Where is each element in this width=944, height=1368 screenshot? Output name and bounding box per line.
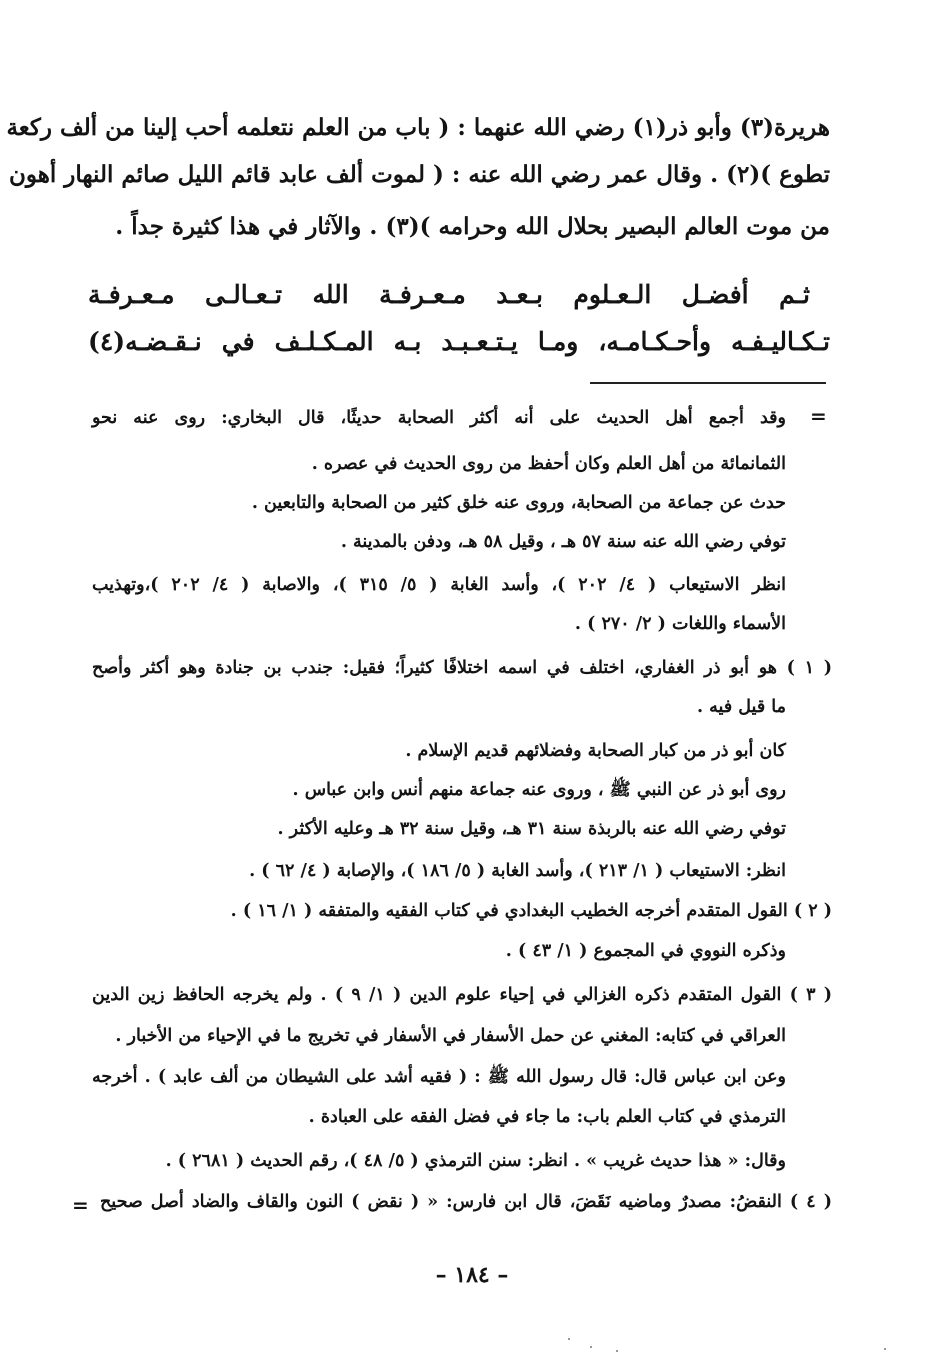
footnote-line: ( ٣ ) القول المتقدم ذكره الغزالي في إحياء علوم الدين ( ١/ ٩ ) . ولم يخرجه الحافظ زين الدين	[92, 985, 832, 1005]
footnote-line: العراقي في كتابه: المغني عن حمل الأسفار في الأسفار في تخريج ما في الإحياء من الأخبار .	[115, 1026, 786, 1046]
main-text-line-2: تطوع )(٢) . وقال عمر رضي الله عنه : ( لموت ألف عابد قائم الليل صائم النهار أهون	[9, 161, 830, 188]
heading-line-1: ثـم أفضـل الـعـلوم بـعـد مـعـرفـة الله تـعـالـى مـعـرفـة	[88, 280, 810, 309]
main-text-line-3: من موت العالم البصير بحلال الله وحرامه )(٣) . والآثار في هذا كثيرة جداً .	[115, 213, 830, 240]
footnote-line: ( ٤ ) النقضُ: مصدرٌ وماضيه نَقَضَ، قال ابن فارس: « ( نقض ) النون والقاف والضاد أصل صحيح	[100, 1192, 832, 1212]
footnote-line: انظر الاستيعاب ( ٤/ ٢٠٢ )، وأسد الغابة ( ٥/ ٣١٥ )، والاصابة ( ٤/ ٢٠٢ )،وتهذيب	[92, 575, 787, 595]
footnote-line: وعن ابن عباس قال: قال رسول الله ﷺ : ( فقيه أشد على الشيطان من ألف عابد ) . أخرجه	[92, 1067, 786, 1087]
footnote-line: ( ١ ) هو أبو ذر الغفاري، اختلف في اسمه اختلافًا كثيراً؛ فقيل: جندب بن جنادة وهو أكثر وأصح	[92, 658, 832, 678]
footnote-line: حدث عن جماعة من الصحابة، وروى عنه خلق كثير من الصحابة والتابعين .	[251, 493, 786, 513]
footnote-line: وذكره النووي في المجموع ( ١/ ٤٣ ) .	[505, 941, 786, 961]
footnote-line: الأسماء واللغات ( ٢/ ٢٧٠ ) .	[574, 614, 786, 634]
heading-line-2: تـكـاليـفـه وأحـكـامـه، ومـا يـتـعـبـد بـه المـكـلـف في نـقـضـه(٤)	[88, 327, 830, 356]
footnote-separator	[590, 382, 826, 384]
footnote-line: وقال: « هذا حديث غريب » . انظر: سنن الترمذي ( ٥/ ٤٨ )، رقم الحديث ( ٢٦٨١ ) .	[165, 1151, 786, 1171]
scan-speck	[568, 1338, 570, 1340]
footnote-end-mark: =	[72, 1193, 89, 1217]
scan-speck	[884, 1348, 886, 1350]
footnote-line: روى أبو ذر عن النبي ﷺ ، وروى عنه جماعة منهم أنس وابن عباس .	[292, 780, 786, 800]
scan-speck	[616, 1350, 618, 1352]
footnote-line: ( ٢ ) القول المتقدم أخرجه الخطيب البغدادي في كتاب الفقيه والمتفقه ( ١/ ١٦ ) .	[230, 901, 832, 921]
main-text-line-1: هريرة(٣) وأبو ذر(١) رضي الله عنهما : ( باب من العلم نتعلمه أحب إلينا من ألف ركعة	[6, 114, 830, 141]
scan-speck	[590, 1346, 592, 1348]
page-number: – ١٨٤ –	[435, 1262, 509, 1288]
footnote-line: انظر: الاستيعاب ( ١/ ٢١٣ )، وأسد الغابة ( ٥/ ١٨٦ )، والإصابة ( ٤/ ٦٢ ) .	[249, 861, 786, 881]
footnote-line: توفي رضي الله عنه بالربذة سنة ٣١ هـ، وقيل سنة ٣٢ هـ وعليه الأكثر .	[277, 819, 786, 839]
footnote-line: ما قيل فيه .	[696, 697, 786, 717]
footnote-line: الثمانمائة من أهل العلم وكان أحفظ من روى الحديث في عصره .	[311, 454, 786, 474]
footnote-line: وقد أجمع أهل الحديث على أنه أكثر الصحابة حديثًا، قال البخاري: روى عنه نحو	[92, 408, 786, 428]
footnote-line: توفي رضي الله عنه سنة ٥٧ هـ ، وقيل ٥٨ هـ، ودفن بالمدينة .	[340, 532, 786, 552]
footnote-line: كان أبو ذر من كبار الصحابة وفضلائهم قديم الإسلام .	[405, 741, 786, 761]
footnote-continuation-mark: =	[810, 404, 827, 428]
footnote-line: الترمذي في كتاب العلم باب: ما جاء في فضل الفقه على العبادة .	[308, 1107, 786, 1127]
